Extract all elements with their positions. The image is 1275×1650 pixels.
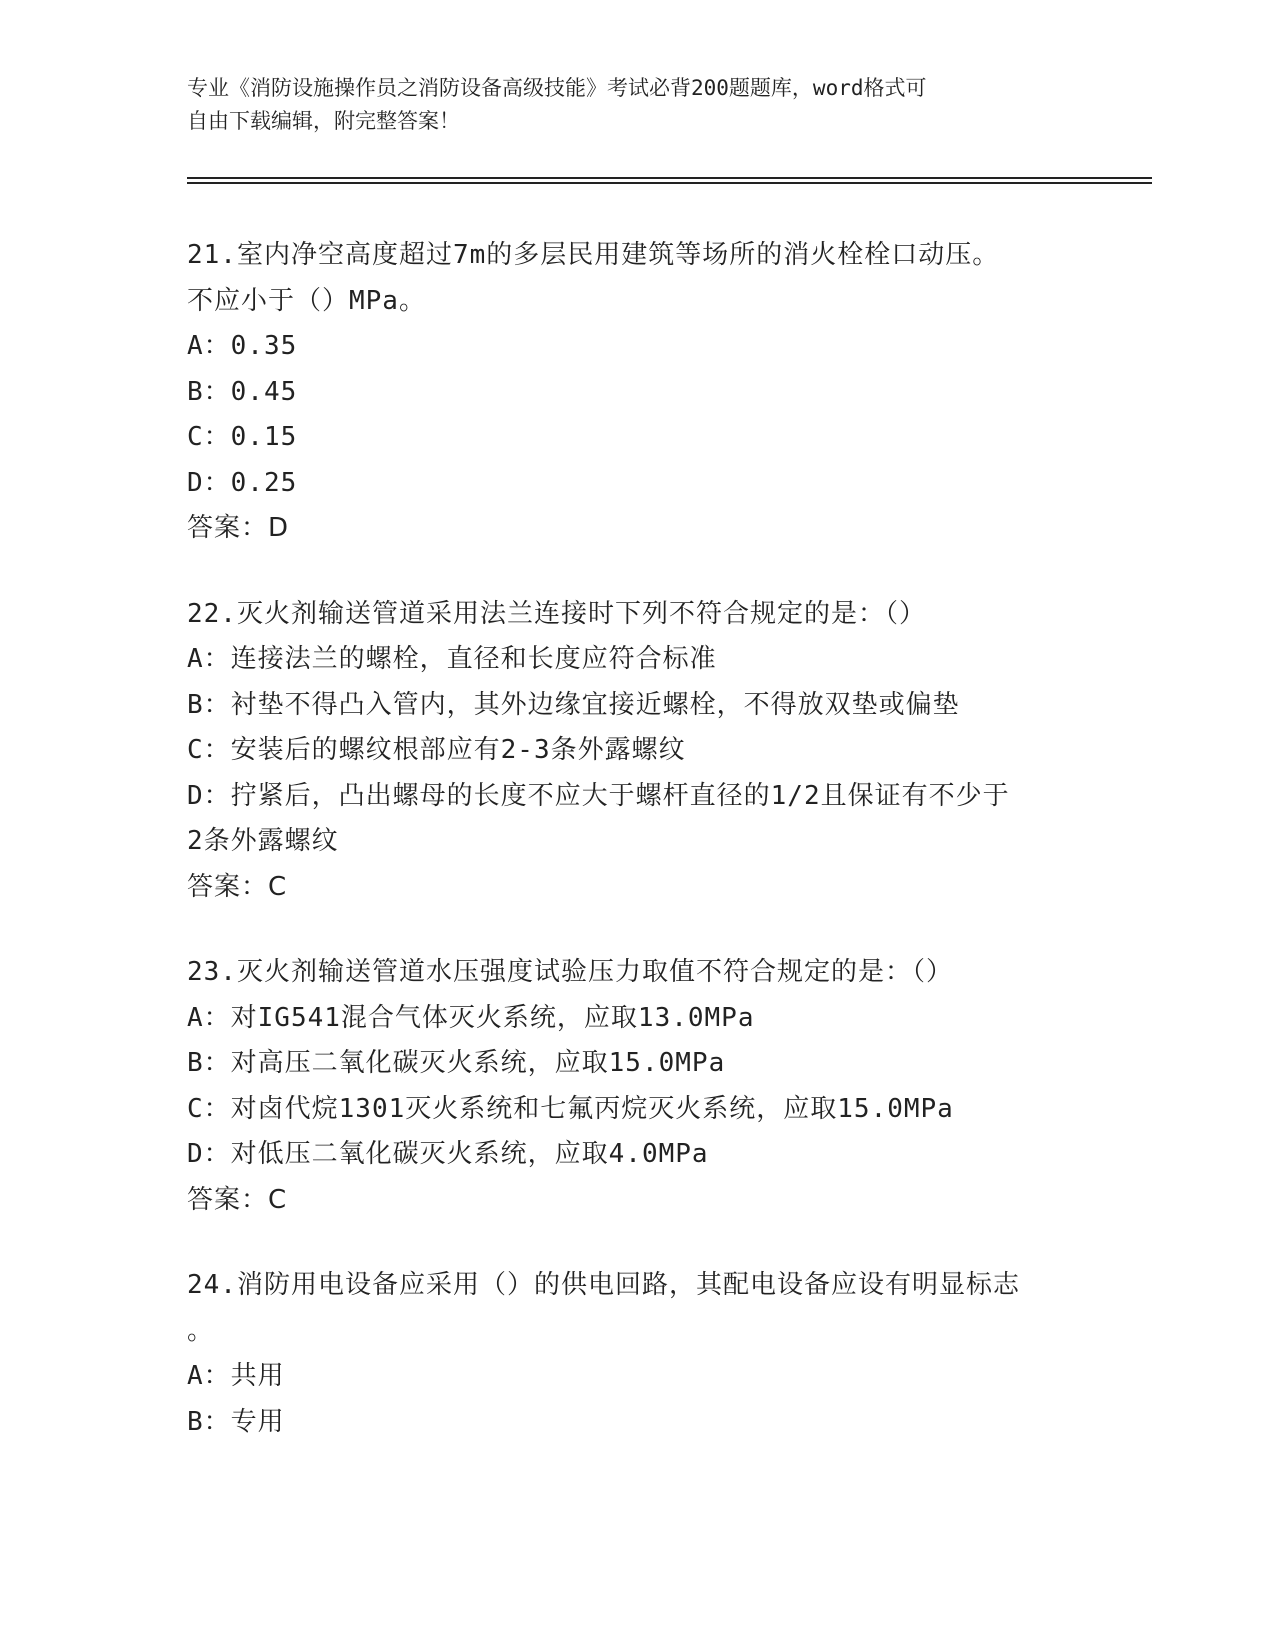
option-b: B：衬垫不得凸入管内，其外边缘宜接近螺栓，不得放双垫或偏垫 [187,689,960,720]
answer-label: 答案：D [187,513,290,543]
option-c: C：安装后的螺纹根部应有2-3条外露螺纹 [187,735,686,765]
option-a: A：0.35 [187,331,298,361]
question-stem-cont: 不应小于（）MPa。 [187,285,426,316]
option-b: B：对高压二氧化碳灭火系统，应取15.0MPa [187,1048,726,1078]
option-b: B：0.45 [187,376,298,407]
question-24 [187,1263,1087,1445]
option-d: D：拧紧后，凸出螺母的长度不应大于螺杆直径的1/2且保证有不少于 [187,780,1010,811]
option-c: C：0.15 [187,422,298,452]
header-line-1: 专业《消防设施操作员之消防设备高级技能》考试必背200题题库，word格式可 [187,76,927,100]
question-stem: 24.消防用电设备应采用（）的供电回路，其配电设备应设有明显标志 [187,1270,1020,1300]
question-list [187,233,1087,1485]
answer-label: 答案：C [187,871,288,902]
header-line-2: 自由下载编辑，附完整答案！ [187,109,460,133]
question-22 [187,592,1087,911]
option-d: D：对低压二氧化碳灭火系统，应取4.0MPa [187,1139,709,1169]
option-a: A：连接法兰的螺栓，直径和长度应符合标准 [187,644,717,674]
question-stem-cont: 。 [187,1315,215,1346]
question-stem: 21.室内净空高度超过7m的多层民用建筑等场所的消火栓栓口动压。 [187,240,1000,270]
document-header [187,72,1067,138]
option-d-cont: 2条外露螺纹 [187,826,339,856]
question-stem: 22.灭火剂输送管道采用法兰连接时下列不符合规定的是：（） [187,598,926,629]
option-c: C：对卤代烷1301灭火系统和七氟丙烷灭火系统，应取15.0MPa [187,1093,954,1124]
header-divider-bottom [187,182,1152,184]
option-d: D：0.25 [187,467,298,498]
answer-label: 答案：C [187,1184,288,1215]
question-23 [187,950,1087,1223]
option-b: B：专用 [187,1406,285,1437]
question-21 [187,233,1087,552]
option-a: A：共用 [187,1361,285,1391]
header-divider-top [187,177,1152,179]
question-stem: 23.灭火剂输送管道水压强度试验压力取值不符合规定的是：（） [187,957,953,987]
option-a: A：对IG541混合气体灭火系统，应取13.0MPa [187,1002,755,1033]
